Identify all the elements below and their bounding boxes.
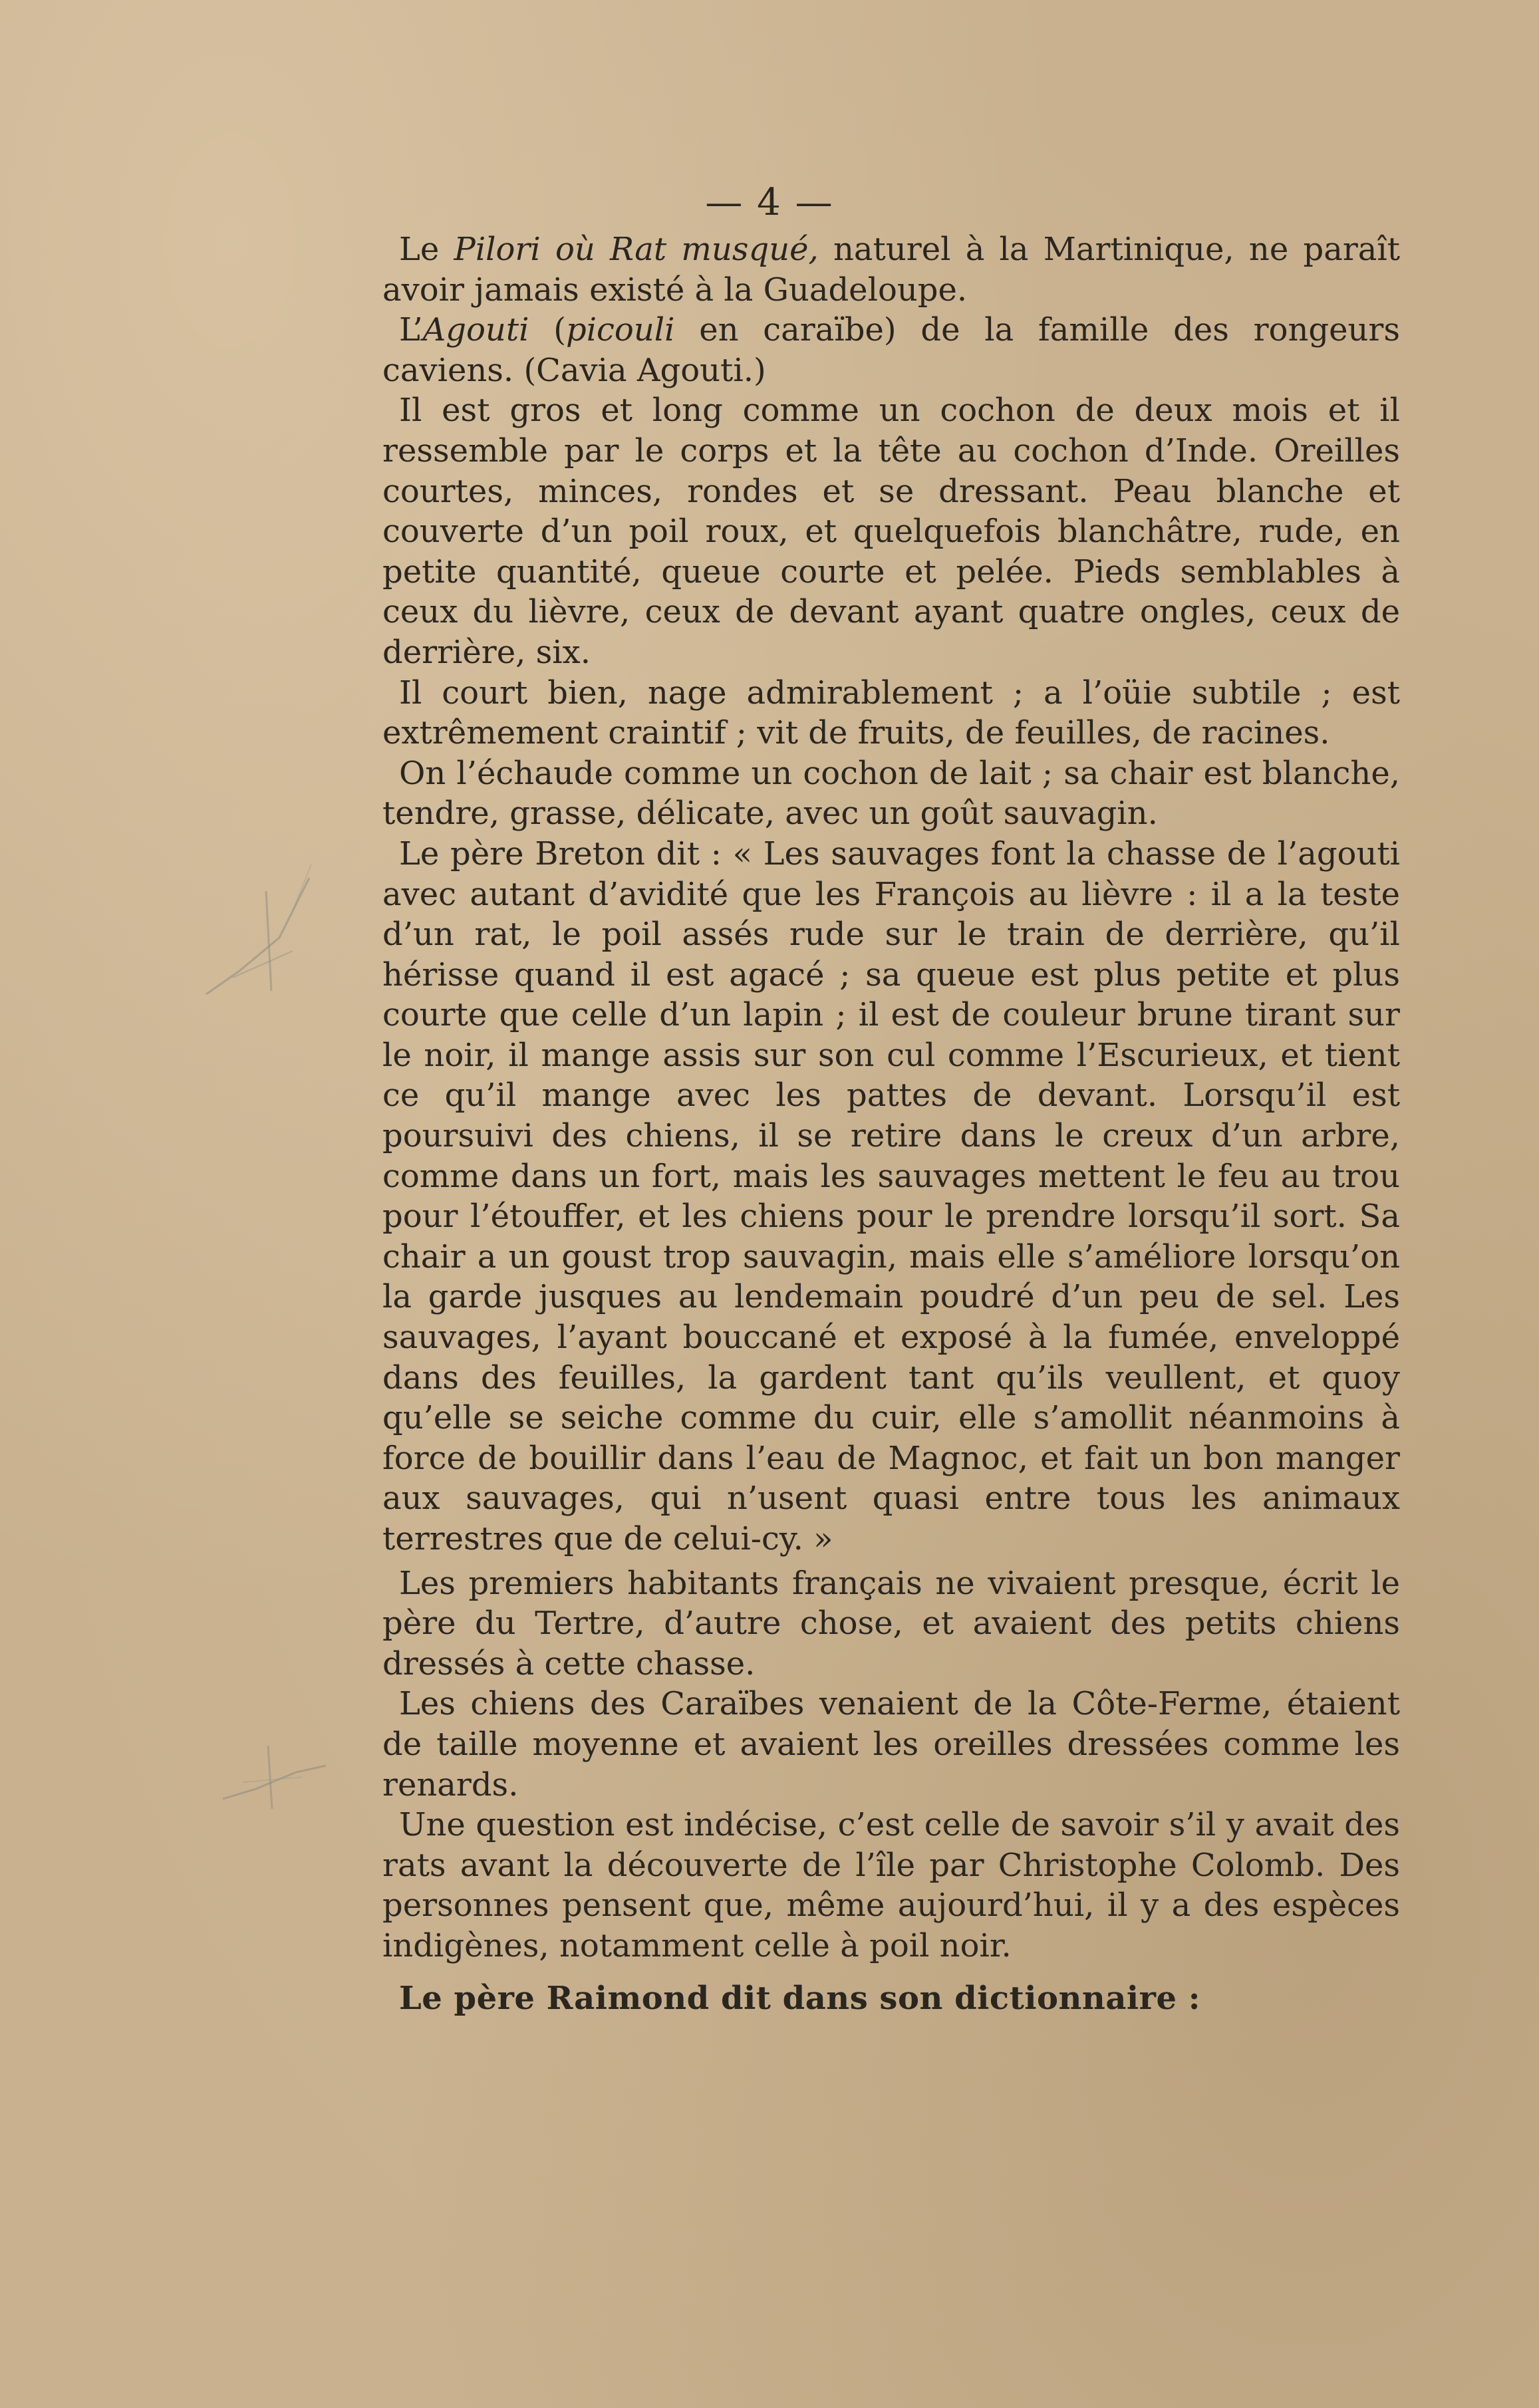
paragraph-description: Il est gros et long comme un cochon de deux mois et il ressemble par le corps et la tête au cochon d’Inde. Oreilles courtes, minces, rondes et se dressant. Peau blanche et couverte d’un poil roux, et quelquefois blanchâtre, rude, en petite quantité, queue courte et pelée. Pieds semblables à ceux du lièvre, ceux de devant ayant quatre ongles, ceux de derrière, six. xyxy=(382,392,1400,671)
page-number: — 4 — xyxy=(705,181,834,224)
paragraph-lead: L’ xyxy=(399,311,423,349)
paragraph-behaviour: Il court bien, nage admirablement ; a l’oüie subtile ; est extrêmement craintif ; vit de fruits, de feuilles, de racines. xyxy=(382,674,1400,752)
paragraph-agouti xyxy=(382,310,1400,390)
paragraph-cooking: On l’échaude comme un cochon de lait ; sa chair est blanche, tendre, grasse, délicate, avec un goût sauvagin. xyxy=(382,754,1400,833)
italic-term: picouli xyxy=(565,311,675,349)
paragraph-caraibes-dogs: Les chiens des Caraïbes venaient de la Côte-Ferme, étaient de taille moyenne et avaient les oreilles dressées comme les renards. xyxy=(382,1685,1400,1804)
paragraph-pilori xyxy=(382,229,1400,310)
paragraph-text: naturel à la Martinique, ne paraît avoir jamais existé à la Guadeloupe. xyxy=(382,231,1401,309)
paragraph-pere-raimond: Le père Raimond dit dans son dictionnaire : xyxy=(399,1979,1200,2017)
paragraph-rats-question: Une question est indécise, c’est celle de savoir s’il y avait des rats avant la découverte de l’île par Christophe Colomb. Des personnes pensent que, même aujourd’hui, il y a des espèces indigènes, notamment celle à poil noir. xyxy=(382,1806,1400,1964)
body-text xyxy=(382,229,1400,2018)
paragraph-text: ( xyxy=(529,311,566,349)
pencil-cross-mark-lower xyxy=(216,1736,329,1815)
italic-term: Agouti xyxy=(422,311,529,349)
pencil-cross-mark-upper xyxy=(193,851,319,1004)
paragraph-pere-breton-quote: Le père Breton dit : « Les sauvages font la chasse de l’agouti avec autant d’avidité que les François au lièvre : il a la teste d’un rat, le poil assés rude sur le train de derrière, qu’il hérisse quand il est agacé ; sa queue est plus petite et plus courte que celle d’un lapin ; il est de couleur brune tirant sur le noir, il mange assis sur son cul comme l’Escurieux, et tient ce qu’il mange avec les pattes de devant. Lorsqu’il est poursuivi des chiens, il se retire dans le creux d’un arbre, comme dans un fort, mais les sauvages mettent le feu au trou pour l’étouffer, et les chiens pour le prendre lorsqu’il sort. Sa chair a un goust trop sauvagin, mais elle s’améliore lorsqu’on la garde jusques au lendemain poudré d’un peu de sel. Les sauvages, l’ayant bouccané et exposé à la fumée, enveloppé dans des feuilles, la gardent tant qu’ils veullent, et quoy qu’elle se seiche comme du cuir, elle s’amollit néanmoins à force de bouillir dans l’eau de Magnoc, et fait un bon manger aux sauvages, qui n’usent quasi entre tous les animaux terrestres que de celui-cy. » xyxy=(382,835,1400,1557)
paragraph-pere-du-tertre: Les premiers habitants français ne vivaient presque, écrit le père du Tertre, d’autre chose, et avaient des petits chiens dressés à cette chasse. xyxy=(382,1564,1400,1682)
paragraph-text: en caraïbe) de la famille des rongeurs caviens. (Cavia Agouti.) xyxy=(382,311,1401,389)
paragraph-lead: Le xyxy=(399,231,454,268)
italic-term: Pilori où Rat musqué, xyxy=(454,231,819,268)
